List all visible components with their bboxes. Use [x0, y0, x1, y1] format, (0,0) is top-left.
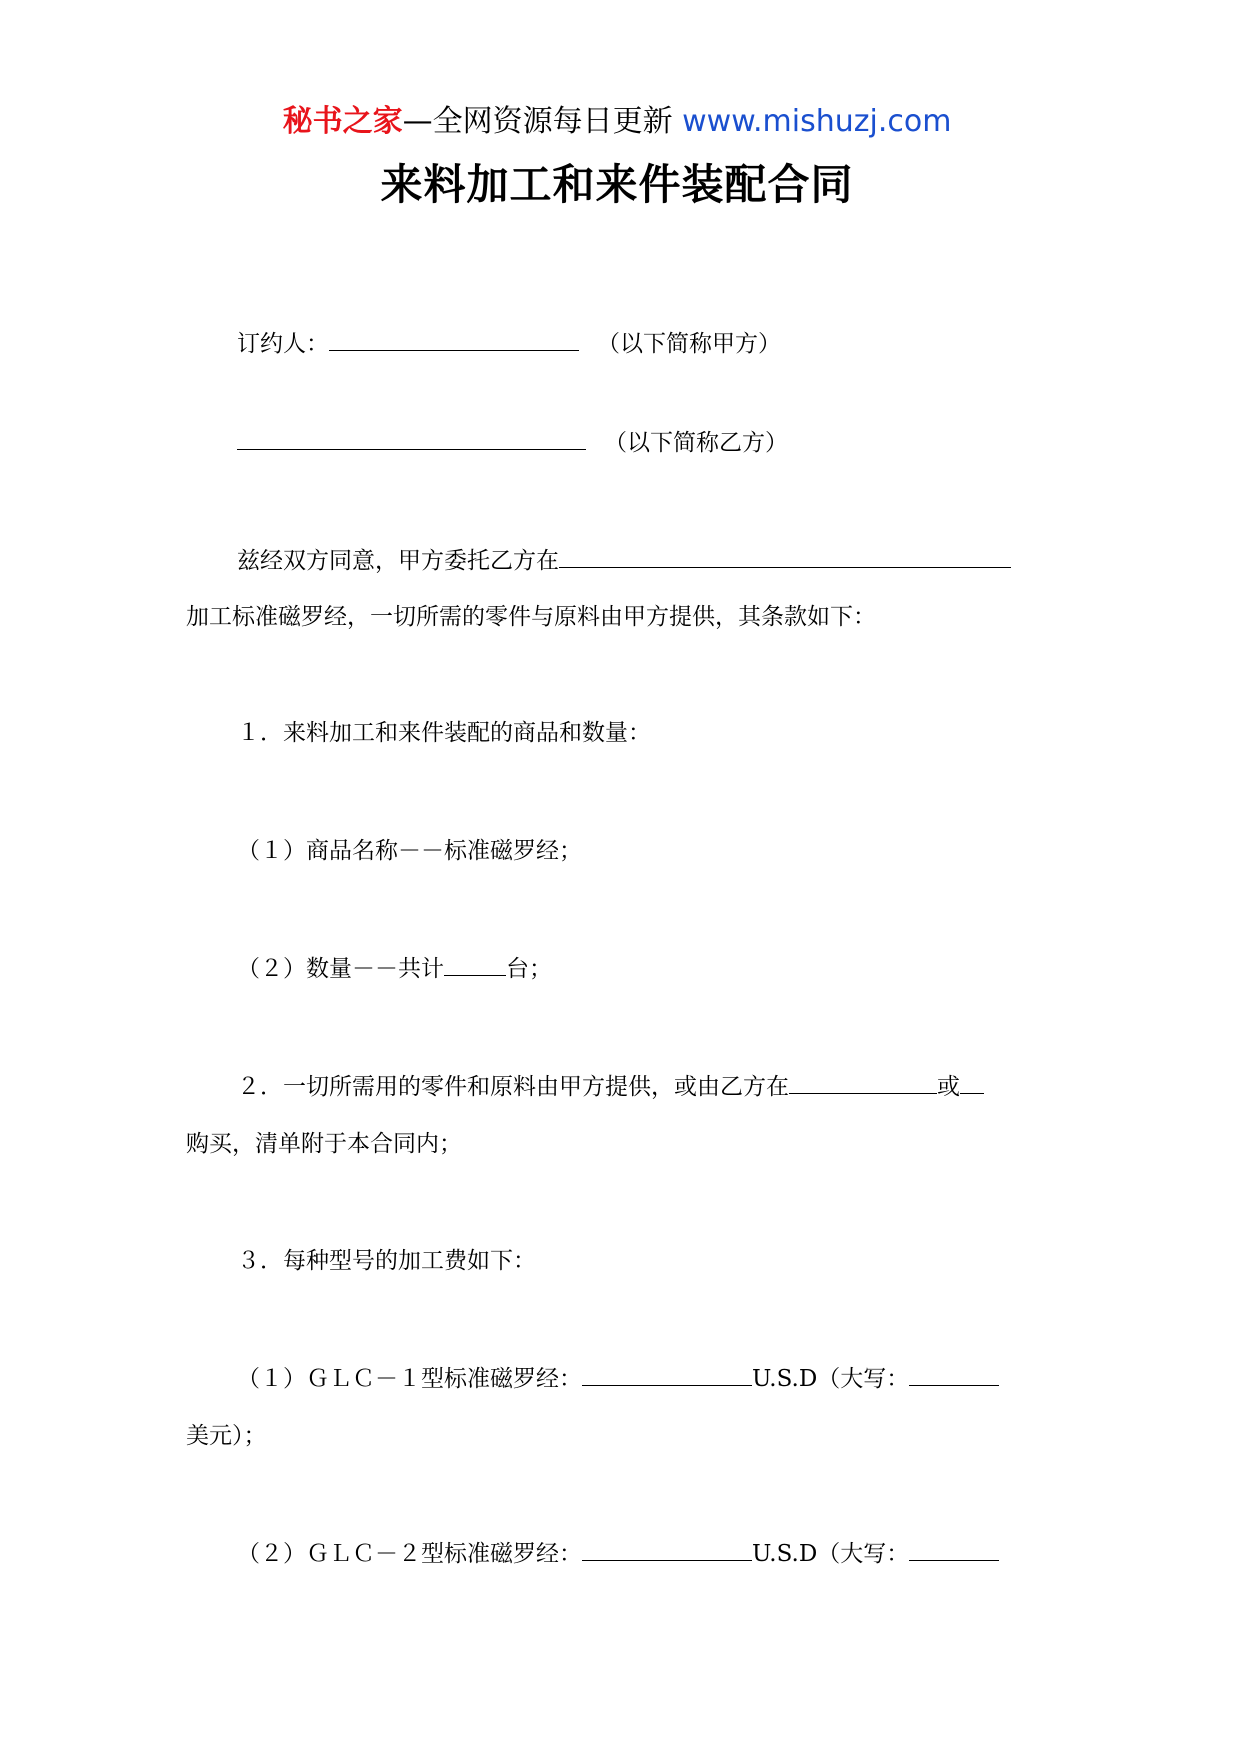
purchase-location-blank	[789, 1069, 937, 1094]
party-b-suffix: （以下简称乙方）	[604, 430, 788, 456]
site-url[interactable]: www.mishuzj.com	[682, 104, 952, 139]
clause2-or: 或	[937, 1074, 960, 1100]
glc2-words-blank	[909, 1536, 999, 1561]
glc1-words-blank	[909, 1361, 999, 1386]
glc1-fee-blank	[582, 1361, 752, 1386]
clause2-line-1	[237, 1069, 984, 1104]
intro-location-blank	[559, 543, 1011, 568]
purchase-alt-blank	[960, 1069, 984, 1094]
glc2-label: （２）ＧＬＣ－２型标准磁罗经：	[237, 1541, 582, 1567]
clause3-item2-line-1	[237, 1536, 999, 1571]
clause1-item1: （１）商品名称－－标准磁罗经；	[237, 838, 582, 864]
intro-part2: 加工标准磁罗经，一切所需的零件与原料由甲方提供，其条款如下：	[186, 604, 876, 630]
party-a-blank	[329, 326, 579, 351]
intro-line-2	[186, 600, 876, 634]
party-b-blank	[237, 425, 586, 450]
clause3-item1-line-2: 美元）；	[186, 1423, 267, 1449]
document-title: 来料加工和来件装配合同	[380, 160, 854, 209]
clause1-heading: １．来料加工和来件装配的商品和数量：	[237, 720, 651, 746]
quantity-blank	[444, 951, 506, 976]
clause3-heading: ３．每种型号的加工费如下：	[237, 1248, 536, 1274]
party-a-label: 订约人：	[237, 331, 329, 357]
site-header	[0, 100, 1234, 144]
glc2-fee-blank	[582, 1536, 752, 1561]
clause1-item2	[237, 951, 552, 986]
quantity-prefix: （２）数量－－共计	[237, 956, 444, 982]
party-a-suffix: （以下简称甲方）	[597, 331, 781, 357]
glc1-label: （１）ＧＬＣ－１型标准磁罗经：	[237, 1366, 582, 1392]
brand-name: 秘书之家	[282, 104, 403, 139]
party-a-line	[237, 326, 781, 361]
clause2-part1: ２．一切所需用的零件和原料由甲方提供，或由乙方在	[237, 1074, 789, 1100]
site-slogan: —全网资源每日更新	[402, 104, 673, 139]
clause3-item1-line-1	[237, 1361, 999, 1396]
glc2-usd: U.S.D（大写：	[752, 1541, 910, 1567]
intro-line-1	[237, 543, 1011, 578]
party-b-line	[237, 425, 788, 460]
glc1-usd: U.S.D（大写：	[752, 1366, 910, 1392]
clause2-line-2: 购买，清单附于本合同内；	[186, 1131, 462, 1157]
intro-part1: 兹经双方同意，甲方委托乙方在	[237, 548, 559, 574]
quantity-suffix: 台；	[506, 956, 552, 982]
